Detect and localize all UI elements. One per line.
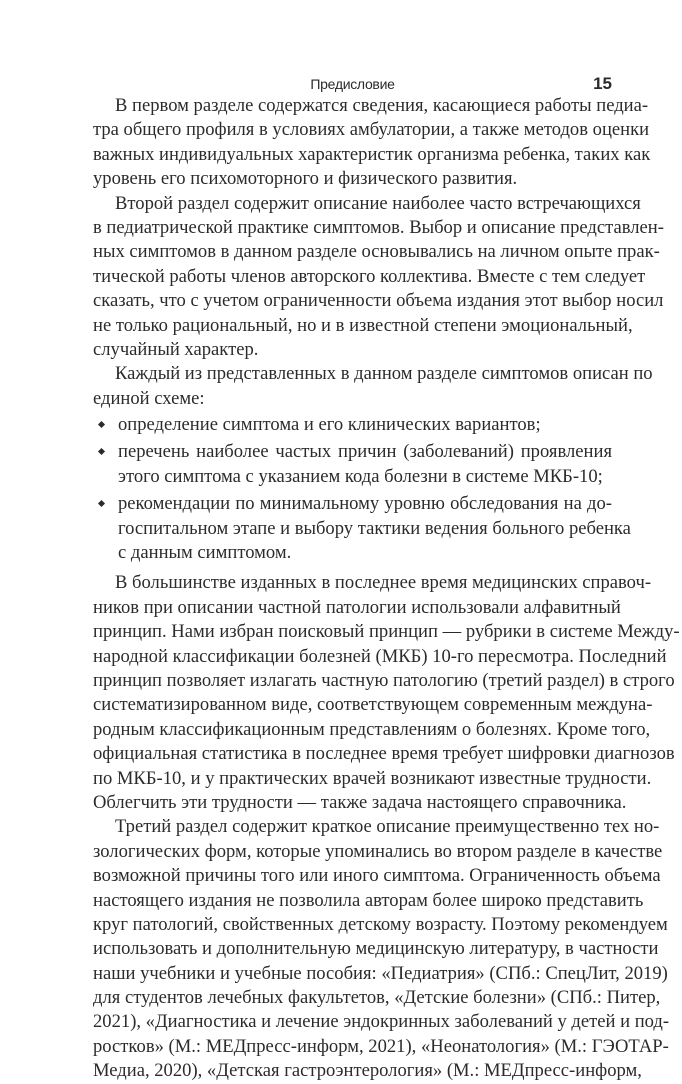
text-line: Облегчить эти трудности — также задача настоящего справочника. — [93, 791, 627, 813]
text-line: возможной причины того или иного симптома. Ограниченность объема — [93, 865, 661, 887]
bullet-diamond-icon — [98, 500, 105, 507]
text-line: В первом разделе содержатся сведения, касающиеся работы педиа- — [115, 95, 649, 116]
text-line: официальная статистика в последнее время требует шифровки диагнозов — [93, 743, 675, 765]
text-line: по МКБ-10, и у практических врачей возникают известные трудности. — [93, 767, 652, 789]
text-line: ростков» (М.: МЕДпресс-информ, 2021), «Неонатология» (М.: ГЭОТАР- — [93, 1035, 669, 1057]
page-header — [93, 74, 612, 96]
bullet-item — [93, 492, 631, 565]
text-line: перечень наиболее частых причин (заболеваний) проявления — [118, 441, 612, 463]
text-line: ных симптомов в данном разделе основывались на личном опыте прак- — [93, 241, 660, 263]
paragraph — [93, 94, 651, 192]
text-line: Каждый из представленных в данном разделе симптомов описан по — [115, 363, 653, 385]
text-line: настоящего издания не позволила авторам более широко представить — [93, 889, 644, 911]
text-line: Второй раздел содержит описание наиболее часто встречающихся — [115, 192, 641, 214]
paragraph — [93, 362, 653, 411]
text-line: в педиатрической практике симптомов. Выбор и описание представлен- — [93, 216, 664, 238]
text-line: принцип. Нами избран поисковый принцип — рубрики в системе Между- — [93, 621, 680, 643]
bullet-item — [93, 413, 612, 437]
text-line: Третий раздел содержит краткое описание преимущественно тех но- — [115, 816, 660, 838]
text-line: родным классификационным представлениям о болезнях. Кроме того, — [93, 718, 651, 740]
text-line: тра общего профиля в условиях амбулатории, а также методов оценки — [93, 119, 650, 141]
text-line: зологических форм, которые упоминались во втором разделе в качестве — [93, 840, 663, 862]
text-line: сказать, что с учетом ограниченности объема издания этот выбор носил — [93, 290, 664, 312]
text-line: единой схеме: — [93, 387, 205, 409]
text-line: использовать и дополнительную медицинскую литературу, в частности — [93, 938, 659, 960]
text-line: систематизированном виде, соответствующем современным междуна- — [93, 694, 653, 716]
bullet-list — [93, 413, 631, 565]
paragraph — [93, 571, 680, 815]
text-line: наши учебники и учебные пособия: «Педиатрия» (СПб.: СпецЛит, 2019) — [93, 962, 668, 984]
paragraphs-after-list — [93, 571, 680, 1083]
text-line: тической работы членов авторского коллектива. Вместе с тем следует — [93, 265, 646, 287]
text-line: определение симптома и его клинических вариантов; — [118, 414, 541, 436]
paragraph — [93, 815, 670, 1083]
text-line: 2021), «Диагностика и лечение эндокринных заболеваний у детей и под- — [93, 1011, 670, 1033]
bullet-item — [93, 440, 612, 489]
text-line: с данным симптомом. — [118, 542, 292, 564]
page-number: 15 — [593, 74, 612, 93]
text-line: круг патологий, свойственных детскому возрасту. Поэтому рекомендуем — [93, 913, 668, 935]
text-line: важных индивидуальных характеристик организма ребенка, таких как — [93, 143, 651, 165]
text-line: В большинстве изданных в последнее время медицинских справоч- — [115, 572, 652, 594]
text-line: уровень его психомоторного и физического развития. — [93, 168, 518, 190]
page-body — [93, 94, 680, 1084]
text-line: народной классификации болезней (МКБ) 10-го пересмотра. Последний — [93, 645, 667, 667]
bullet-diamond-icon — [98, 421, 105, 428]
text-line: принцип позволяет излагать частную патологию (третий раздел) в строго — [93, 669, 675, 691]
text-line: этого симптома с указанием кода болезни в системе МКБ-10; — [118, 465, 603, 487]
text-line: рекомендации по минимальному уровню обследования на до- — [118, 493, 612, 515]
running-title: Предисловие — [310, 76, 395, 92]
paragraphs-before-list — [93, 94, 664, 411]
text-line: для студентов лечебных факультетов, «Детские болезни» (СПб.: Питер, — [93, 987, 661, 1009]
text-line: Медиа, 2020), «Детская гастроэнтерология» (М.: МЕДпресс-информ, — [93, 1060, 642, 1082]
paragraph — [93, 192, 664, 363]
bullet-diamond-icon — [98, 448, 105, 455]
text-line: не только рациональный, но и в известной степени эмоциональный, — [93, 314, 633, 336]
text-line: госпитальном этапе и выбору тактики ведения больного ребенка — [118, 517, 631, 539]
text-line: ников при описании частной патологии использовали алфавитный — [93, 596, 621, 618]
text-line: случайный характер. — [93, 338, 259, 360]
